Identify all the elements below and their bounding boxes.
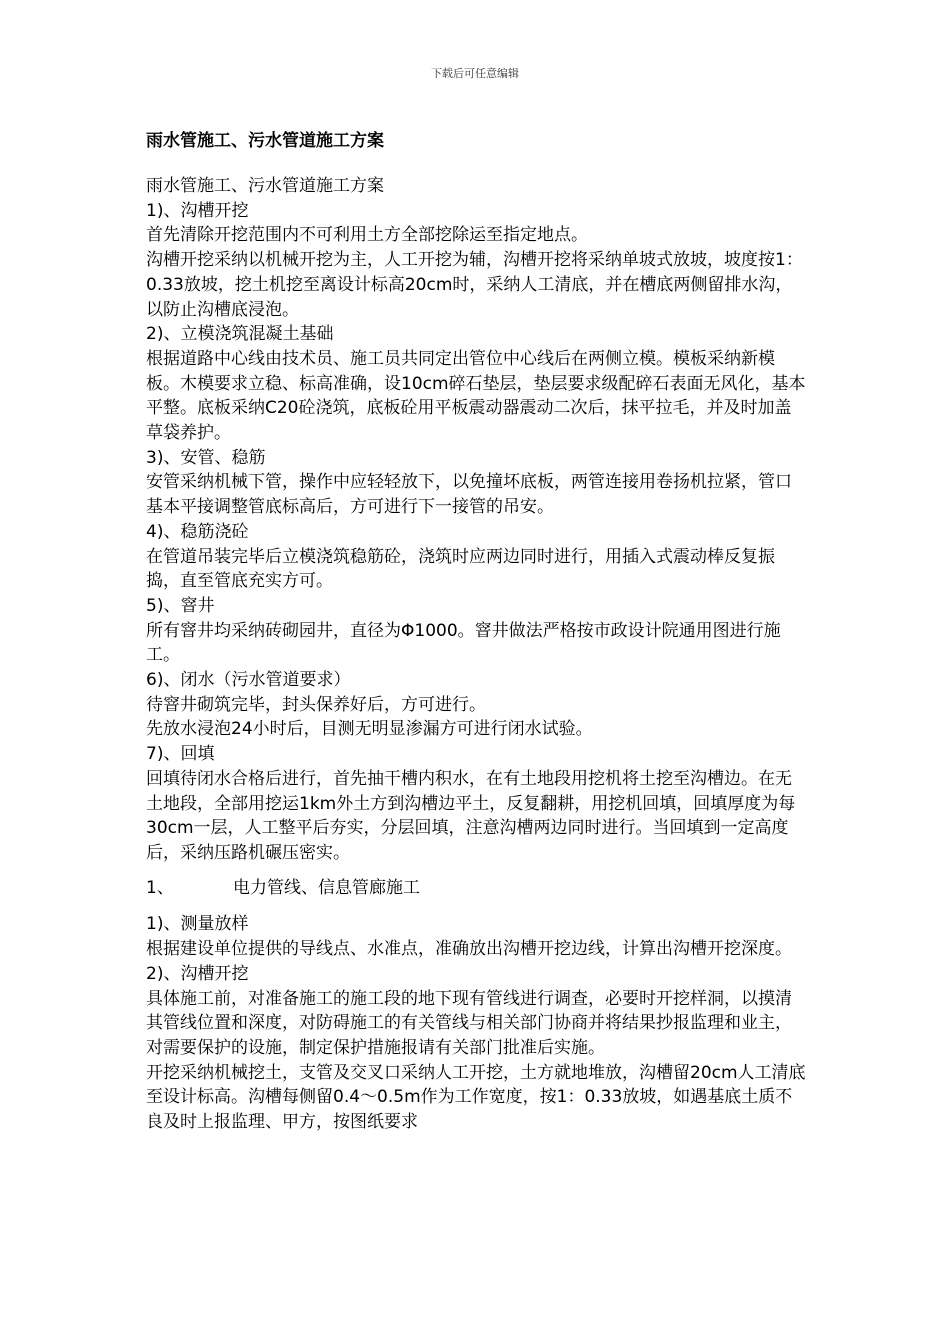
subheading: 2)、沟槽开挖 xyxy=(146,963,249,984)
body-paragraph: 所有窨井均采纳砖砌园井，直径为Φ1000。窨井做法严格按市政设计院通用图进行施工。 xyxy=(146,620,781,666)
section-heading xyxy=(146,876,806,901)
body-paragraph: 回填待闭水合格后进行，首先抽干槽内积水，在有土地段用挖机将土挖至沟槽边。在无土地段，全部用挖运1km外土方到沟槽边平土，反复翻耕，用挖机回填，回填厚度为每30cm一层，人工整平后夯实，分层回填，注意沟槽两边同时进行。当回填到一定高度后，采纳压路机碾压密实。 xyxy=(146,768,796,863)
subheading: 2)、立模浇筑混凝土基础 xyxy=(146,324,334,345)
body-paragraph: 开挖采纳机械挖土，支管及交叉口采纳人工开挖，土方就地堆放，沟槽留20cm人工清底至设计标高。沟槽每侧留0.4～0.5m作为工作宽度，按1：0.33放坡，如遇基底土质不良及时上报监理、甲方，按图纸要求 xyxy=(146,1062,806,1133)
body-paragraph: 根据建设单位提供的导线点、水准点，准确放出沟槽开挖边线，计算出沟槽开挖深度。 xyxy=(146,939,792,960)
subheading: 6)、闭水（污水管道要求） xyxy=(146,670,351,691)
body-paragraph: 安管采纳机械下管，操作中应轻轻放下，以免撞坏底板，两管连接用卷扬机拉紧，管口基本平接调整管底标高后，方可进行下一接管的吊安。 xyxy=(146,472,792,518)
subheading: 3)、安管、稳筋 xyxy=(146,447,266,468)
document-title: 雨水管施工、污水管道施工方案 xyxy=(146,131,384,151)
subheading: 4)、稳筋浇砼 xyxy=(146,521,249,542)
section-heading-text: 电力管线、信息管廊施工 xyxy=(233,877,420,898)
section-number: 1、 xyxy=(146,877,174,898)
body-paragraph: 根据道路中心线由技术员、施工员共同定出管位中心线后在两侧立模。模板采纳新模板。木模要求立稳、标高准确，设10cm碎石垫层，垫层要求级配碎石表面无风化，基本平整。底板采纳C20砼浇筑，底板砼用平板震动器震动二次后，抹平拉毛，并及时加盖草袋养护。 xyxy=(146,348,806,444)
body-paragraph: 具体施工前，对准备施工的施工段的地下现有管线进行调查，必要时开挖样洞，以摸清其管线位置和深度，对防碍施工的有关管线与相关部门协商并将结果抄报监理和业主，对需要保护的设施，制定保护措施报请有关部门批准后实施。 xyxy=(146,988,792,1058)
body-paragraph: 待窨井砌筑完毕，封头保养好后，方可进行。 xyxy=(146,694,486,715)
subheading: 1)、测量放样 xyxy=(146,914,249,935)
page-header-note: 下载后可任意编辑 xyxy=(431,67,519,80)
document-body xyxy=(146,174,806,1135)
body-paragraph: 在管道吊装完毕后立模浇筑稳筋砼，浇筑时应两边同时进行，用插入式震动棒反复振捣，直至管底充实方可。 xyxy=(146,546,775,592)
body-paragraph: 沟槽开挖采纳以机械开挖为主，人工开挖为辅，沟槽开挖将采纳单坡式放坡，坡度按1：0.33放坡，挖土机挖至离设计标高20cm时，采纳人工清底，并在槽底两侧留排水沟，以防止沟槽底浸泡。 xyxy=(146,250,803,320)
body-paragraph: 先放水浸泡24小时后，目测无明显渗漏方可进行闭水试验。 xyxy=(146,719,593,740)
subheading: 5)、窨井 xyxy=(146,595,215,616)
subheading: 1)、沟槽开挖 xyxy=(146,200,249,221)
body-paragraph: 首先清除开挖范围内不可利用土方全部挖除运至指定地点。 xyxy=(146,225,588,246)
body-paragraph: 雨水管施工、污水管道施工方案 xyxy=(146,176,384,196)
subheading: 7)、回填 xyxy=(146,744,215,765)
